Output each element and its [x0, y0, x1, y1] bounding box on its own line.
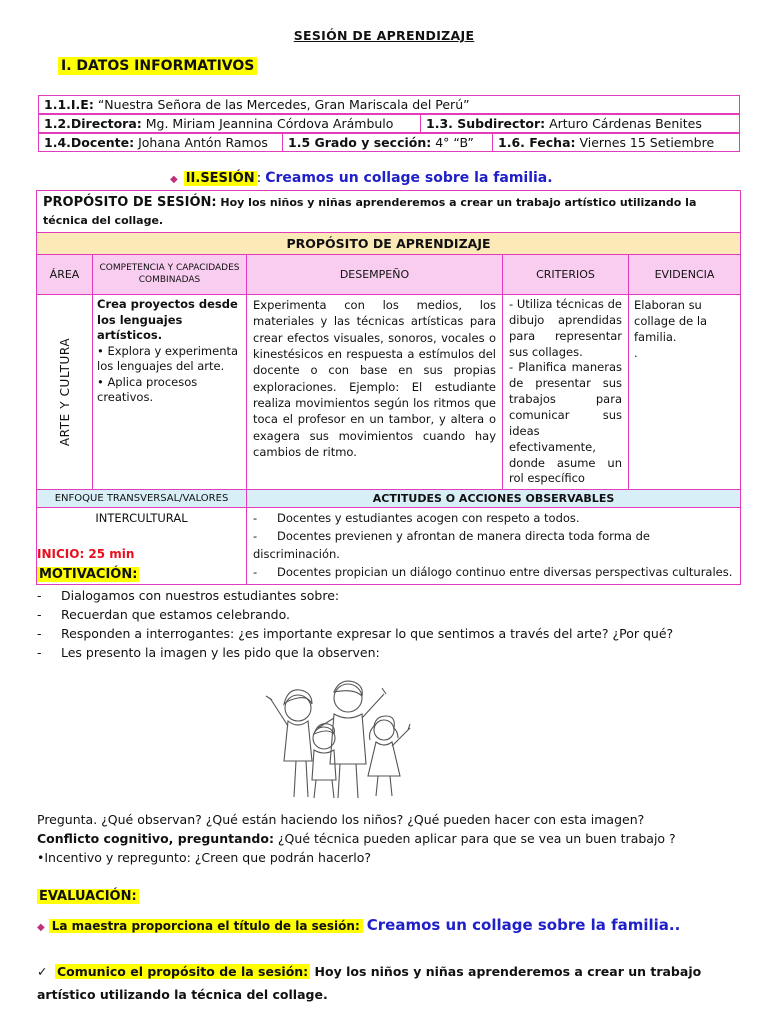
- session-title: Creamos un collage sobre la familia.: [265, 170, 553, 186]
- learning-table: [36, 190, 741, 585]
- docente-cell: 1.4.Docente: Johana Antón Ramos: [39, 134, 283, 152]
- subdirector-cell: 1.3. Subdirector: Arturo Cárdenas Benites: [421, 115, 740, 133]
- directora-cell: 1.2.Directora: Mg. Miriam Jeannina Córdova Arámbulo: [39, 115, 421, 133]
- enfoque-header: ENFOQUE TRANSVERSAL/VALORES: [37, 490, 247, 508]
- area-label: ARTE Y CULTURA: [57, 337, 72, 447]
- motivacion-heading: MOTIVACIÓN:: [39, 567, 138, 582]
- col-criterios: CRITERIOS: [503, 255, 629, 295]
- criterios-cell: - Utiliza técnicas de dibujo aprendidas para representar sus collages. - Planifica maneras de presentar sus trabajos para comunicar sus ideas efectivamente, donde asume un rol específico: [503, 295, 629, 490]
- girl-head: [374, 720, 394, 740]
- col-area: ÁREA: [37, 255, 93, 295]
- list-item: - Les presento la imagen y les pido que la observen:: [37, 645, 380, 660]
- list-item: - Dialogamos con nuestros estudiantes sobre:: [37, 588, 340, 603]
- col-desempeno: DESEMPEÑO: [247, 255, 503, 295]
- father-head: [334, 684, 362, 712]
- list-item: - Docentes propician un diálogo continuo entre diversas perspectivas culturales.: [253, 564, 733, 579]
- info-table-row3: [38, 133, 740, 152]
- desempeno-cell: Experimenta con los medios, los materiales y las técnicas artísticas para crear efectos visuales, sonoros, vocales o kinestésicos en respuesta a estímulos del docente o con base en sus propias exploraciones. Ejemplo: El estudiante realiza movimientos según los ritmos que toca el profesor en un tambor, y altera o exagera sus movimientos cuando hay cambios de ritmo.: [247, 295, 503, 490]
- bullet-icon: ◆: [37, 922, 45, 933]
- conflicto-line: Conflicto cognitivo, preguntando: ¿Qué técnica pueden aplicar para que se vea un buen trabajo ?: [37, 831, 676, 846]
- family-illustration: [256, 678, 440, 802]
- check-icon: ✓: [37, 964, 48, 979]
- ie-cell: 1.1.I.E: “Nuestra Señora de las Mercedes, Gran Mariscala del Perú”: [39, 96, 740, 114]
- session-heading: ◆ II.SESIÓN : Creamos un collage sobre la familia.: [170, 170, 553, 186]
- proposito-sesion: PROPÓSITO DE SESIÓN: Hoy los niños y niñas aprenderemos a crear un trabajo artístico utilizando la técnica del collage.: [37, 191, 741, 233]
- maestra-line: ◆ La maestra proporciona el título de la sesión: Creamos un collage sobre la familia..: [37, 916, 681, 934]
- col-competencia: COMPETENCIA Y CAPACIDADES COMBINADAS: [93, 255, 247, 295]
- evidencia-cell: Elaboran su collage de la familia. .: [629, 295, 741, 490]
- col-evidencia: EVIDENCIA: [629, 255, 741, 295]
- evaluacion-heading: EVALUACIÓN:: [39, 889, 137, 904]
- info-table-row2: [38, 114, 740, 133]
- comunico-line: ✓ Comunico el propósito de la sesión: Hoy los niños y niñas aprenderemos a crear un trabajo artístico utilizando la técnica del collage.: [37, 960, 749, 1006]
- section-datos-informativos: I. DATOS INFORMATIVOS: [58, 58, 257, 74]
- bullet-icon: ◆: [170, 174, 178, 185]
- list-item: - Docentes y estudiantes acogen con respeto a todos.: [253, 511, 580, 526]
- area-cell: [37, 295, 93, 490]
- pregunta-line: Pregunta. ¿Qué observan? ¿Qué están haciendo los niños? ¿Qué pueden hacer con esta imagen?: [37, 812, 645, 827]
- list-item: - Recuerdan que estamos celebrando.: [37, 607, 291, 622]
- actitudes-header: ACTITUDES O ACCIONES OBSERVABLES: [247, 490, 741, 508]
- girl-body: [368, 742, 400, 776]
- enfoque-value: INTERCULTURAL: [37, 508, 247, 584]
- list-item: - Responden a interrogantes: ¿es importante expresar lo que sentimos a través del arte? ¿Por qué?: [37, 626, 674, 641]
- proposito-aprendizaje-header: PROPÓSITO DE APRENDIZAJE: [37, 233, 741, 255]
- info-table-row1: [38, 95, 740, 114]
- motivacion-list: [37, 586, 673, 662]
- preguntas-block: [37, 810, 676, 867]
- session-title-repeat: Creamos un collage sobre la familia..: [366, 916, 681, 934]
- grado-cell: 1.5 Grado y sección: 4° “B”: [283, 134, 493, 152]
- page-title: SESIÓN DE APRENDIZAJE: [293, 28, 475, 43]
- actitudes-list: [247, 508, 741, 584]
- inicio-label: INICIO: 25 min: [37, 547, 135, 561]
- competencia-cell: Crea proyectos desde los lenguajes artísticos. • Explora y experimenta los lenguajes del arte. • Aplica procesos creativos.: [93, 295, 247, 490]
- fecha-cell: 1.6. Fecha: Viernes 15 Setiembre: [493, 134, 740, 152]
- list-item: - Docentes previenen y afrontan de manera directa toda forma de discriminación.: [253, 529, 650, 561]
- mother-body: [284, 721, 312, 761]
- boy-body: [312, 750, 336, 780]
- incentivo-line: •Incentivo y repregunto: ¿Creen que podrán hacerlo?: [37, 850, 372, 865]
